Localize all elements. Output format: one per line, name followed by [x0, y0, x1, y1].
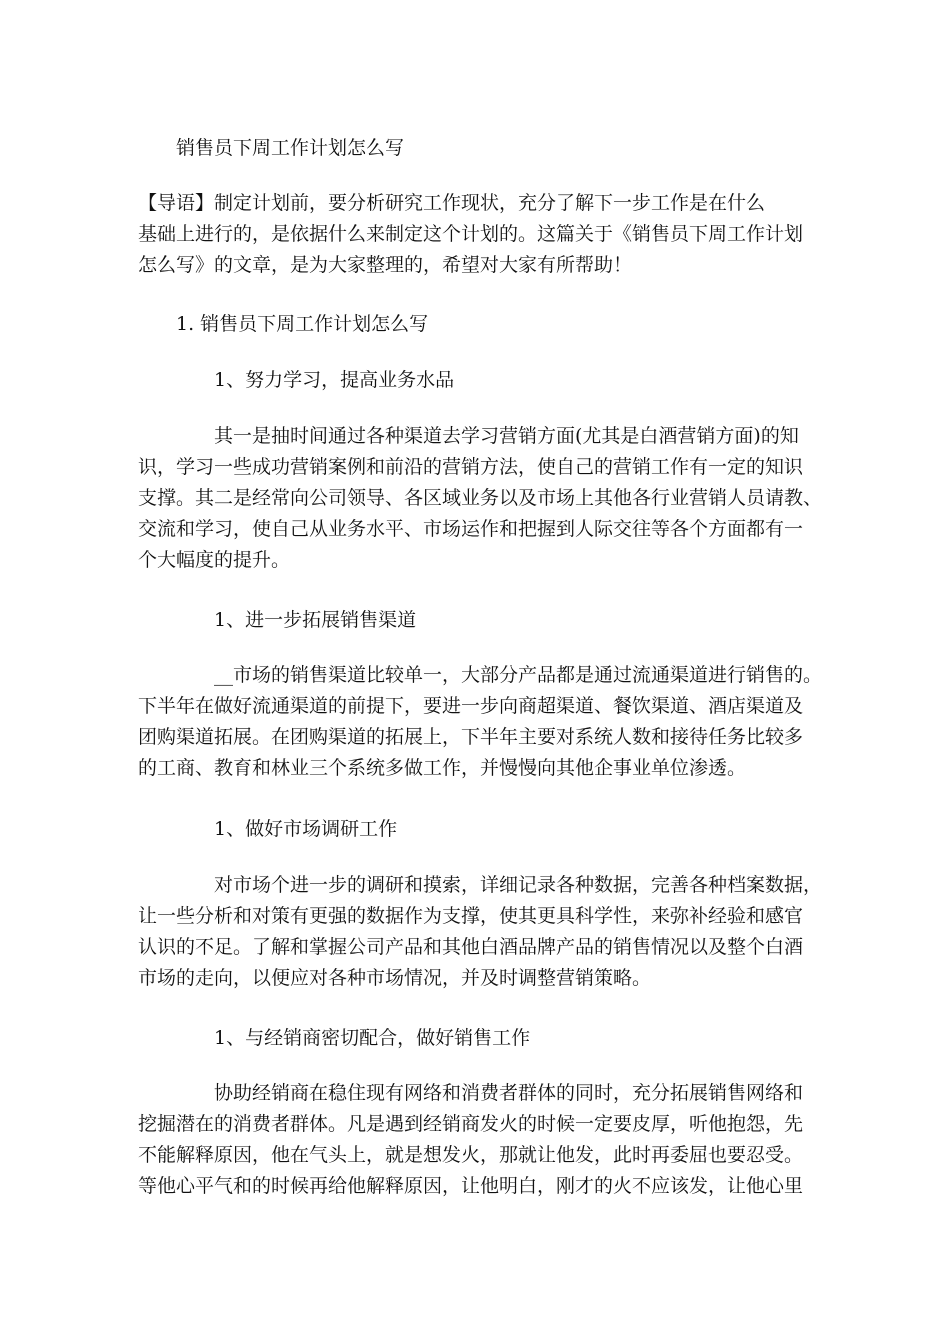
paragraph-line: 的工商、教育和林业三个系统多做工作，并慢慢向其他企事业单位渗透。 [138, 757, 747, 779]
intro-line: 基础上进行的，是依据什么来制定这个计划的。这篇关于《销售员下周工作计划 [138, 223, 804, 245]
paragraph-distributors [138, 1078, 828, 1202]
paragraph-line: 协助经销商在稳住现有网络和消费者群体的同时，充分拓展销售网络和 [214, 1082, 804, 1104]
paragraph-line: 等他心平气和的时候再给他解释原因，让他明白，刚才的火不应该发，让他心里 [138, 1175, 804, 1197]
sub-heading-distributors: 1、与经销商密切配合，做好销售工作 [214, 1027, 531, 1049]
paragraph-line: __市场的销售渠道比较单一，大部分产品都是通过流通渠道进行销售的。 [214, 664, 823, 686]
paragraph-line: 个大幅度的提升。 [138, 549, 291, 571]
paragraph-line: 团购渠道拓展。在团购渠道的拓展上，下半年主要对系统人数和接待任务比较多 [138, 726, 804, 748]
paragraph-line: 交流和学习，使自己从业务水平、市场运作和把握到人际交往等各个方面都有一 [138, 518, 804, 540]
paragraph-study [138, 421, 828, 576]
paragraph-line: 支撑。其二是经常向公司领导、各区域业务以及市场上其他各行业营销人员请教、 [138, 487, 823, 509]
sub-heading-channels: 1、进一步拓展销售渠道 [214, 609, 417, 631]
paragraph-line: 不能解释原因，他在气头上，就是想发火，那就让他发，此时再委屈也要忍受。 [138, 1144, 804, 1166]
intro-paragraph [138, 188, 828, 281]
document-title: 销售员下周工作计划怎么写 [176, 137, 405, 159]
paragraph-line: 识，学习一些成功营销案例和前沿的营销方法，使自己的营销工作有一定的知识 [138, 456, 804, 478]
paragraph-line: 让一些分析和对策有更强的数据作为支撑，使其更具科学性，来弥补经验和感官 [138, 905, 804, 927]
paragraph-line: 下半年在做好流通渠道的前提下，要进一步向商超渠道、餐饮渠道、酒店渠道及 [138, 695, 804, 717]
section-title: 1. 销售员下周工作计划怎么写 [176, 313, 429, 335]
paragraph-line: 对市场个进一步的调研和摸索，详细记录各种数据，完善各种档案数据， [214, 874, 823, 896]
paragraph-channels [138, 660, 828, 784]
intro-line: 【导语】制定计划前，要分析研究工作现状，充分了解下一步工作是在什么 [138, 192, 766, 214]
paragraph-line: 其一是抽时间通过各种渠道去学习营销方面(尤其是白酒营销方面)的知 [214, 425, 799, 447]
paragraph-line: 挖掘潜在的消费者群体。凡是遇到经销商发火的时候一定要皮厚，听他抱怨，先 [138, 1113, 804, 1135]
intro-line: 怎么写》的文章，是为大家整理的，希望对大家有所帮助！ [138, 254, 633, 276]
paragraph-line: 认识的不足。了解和掌握公司产品和其他白酒品牌产品的销售情况以及整个白酒 [138, 936, 804, 958]
sub-heading-study: 1、努力学习，提高业务水品 [214, 369, 455, 391]
paragraph-research [138, 870, 828, 994]
paragraph-line: 市场的走向，以便应对各种市场情况，并及时调整营销策略。 [138, 967, 652, 989]
sub-heading-research: 1、做好市场调研工作 [214, 818, 398, 840]
